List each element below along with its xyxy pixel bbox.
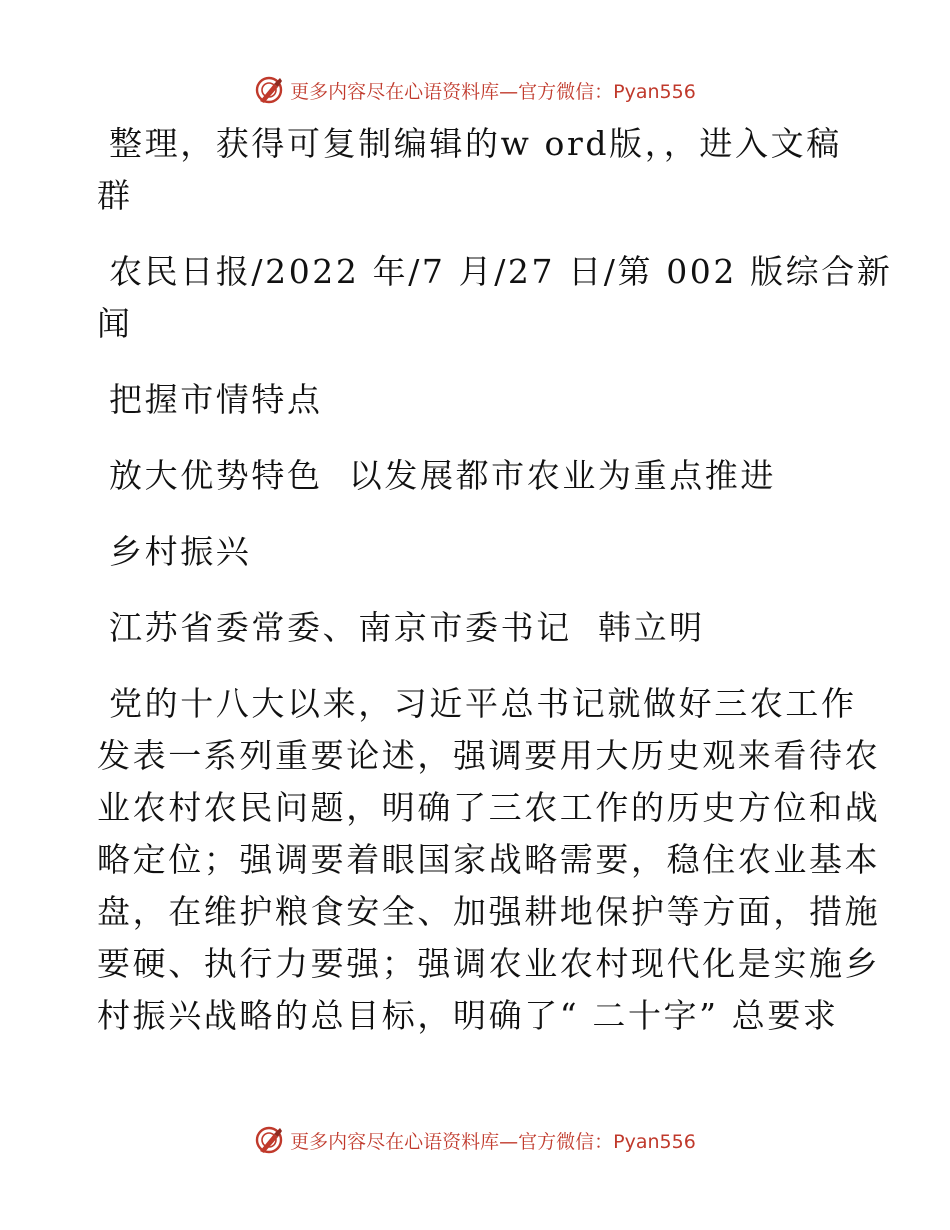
pen-logo-icon	[254, 75, 284, 105]
paragraph-body	[97, 678, 881, 1042]
text-line: 略定位；强调要着眼国家战略需要，稳住农业基本	[97, 840, 881, 879]
text-line: 把握市情特点	[109, 380, 323, 419]
paragraph-author	[97, 602, 857, 654]
text-line: 农民日报/2022 年/7 月/27 日/第 002 版综合新	[109, 252, 893, 291]
text-line: 党的十八大以来，习近平总书记就做好三农工作	[109, 684, 857, 723]
paragraph-source	[97, 246, 893, 350]
watermark-footer	[0, 1120, 950, 1160]
pen-logo-icon	[254, 1125, 284, 1155]
text-line: 放大优势特色 以发展都市农业为重点推进	[109, 456, 776, 495]
text-line: 群	[97, 176, 133, 215]
text-line: 闻	[97, 304, 133, 343]
text-line: 要硬、执行力要强；强调农业农村现代化是实施乡	[97, 944, 881, 983]
text-line: 乡村振兴	[109, 532, 252, 571]
paragraph-title-2	[97, 450, 857, 502]
paragraph-title-1	[97, 374, 857, 426]
text-line: 业农村农民问题，明确了三农工作的历史方位和战	[97, 788, 881, 827]
paragraph-title-3	[97, 526, 857, 578]
text-line: 盘，在维护粮食安全、加强耕地保护等方面，措施	[97, 892, 881, 931]
text-line: 村振兴战略的总目标，明确了“ 二十字” 总要求	[97, 996, 839, 1035]
text-line: 发表一系列重要论述，强调要用大历史观来看待农	[97, 736, 881, 775]
text-line: 整理，获得可复制编辑的w ord版，，进入文稿	[109, 124, 842, 163]
text-line: 江苏省委常委、南京市委书记 韩立明	[109, 608, 705, 647]
watermark-text: 更多内容尽在心语资料库—官方微信：Pyan556	[290, 1130, 696, 1153]
watermark-text: 更多内容尽在心语资料库—官方微信：Pyan556	[290, 80, 696, 103]
watermark-header	[0, 70, 950, 110]
document-body	[97, 118, 893, 1042]
paragraph-intro	[97, 118, 857, 222]
